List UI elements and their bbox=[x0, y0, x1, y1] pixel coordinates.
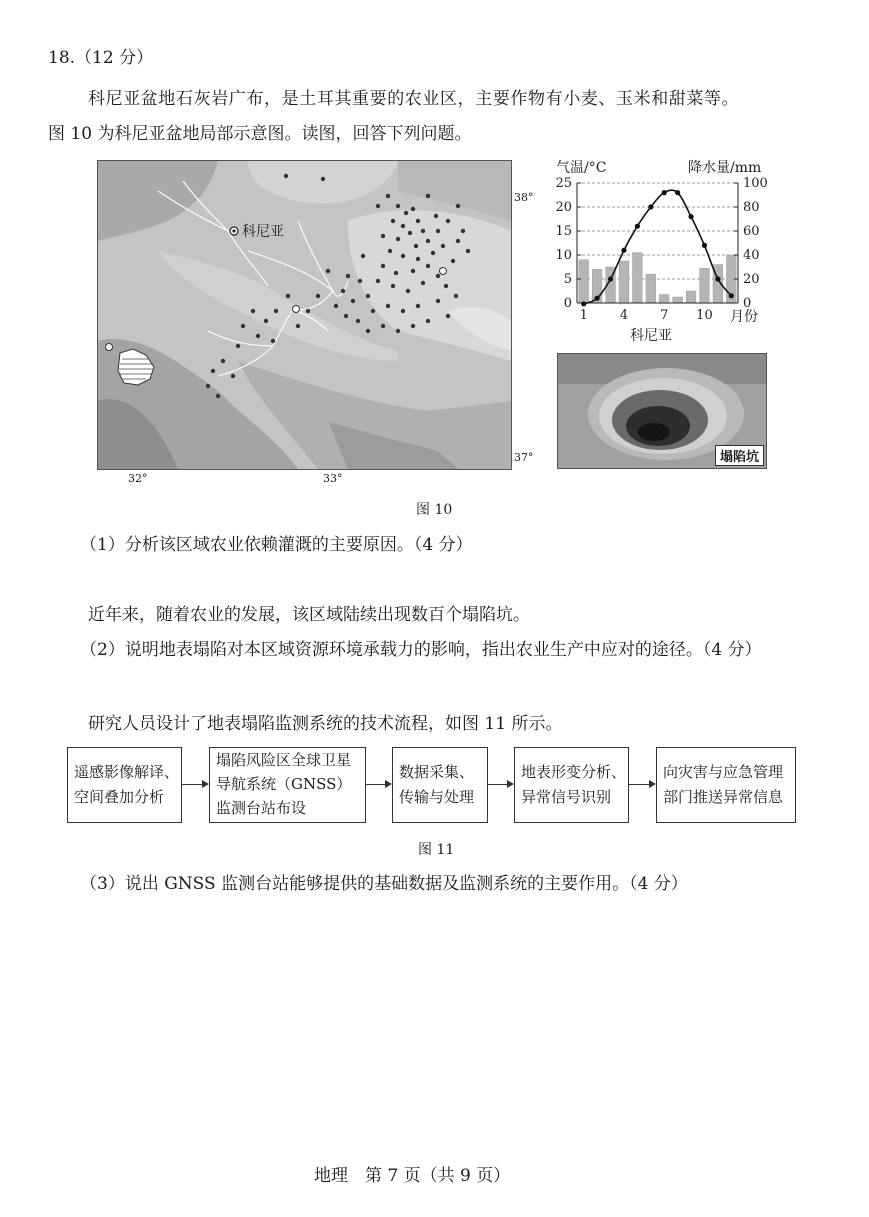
flow-step-4-line-1: 地表形变分析、 bbox=[521, 763, 627, 781]
photo-label: 塌陷坑 bbox=[715, 445, 764, 466]
x-unit-label: 月份 bbox=[730, 309, 758, 325]
flow-step-3 bbox=[392, 747, 488, 823]
temp-point-11 bbox=[715, 276, 720, 281]
y-left-tick-10: 10 bbox=[555, 248, 572, 263]
temp-point-3 bbox=[608, 276, 613, 281]
lon-32: 32° bbox=[128, 472, 148, 485]
flow-arrow-4 bbox=[629, 784, 654, 785]
temp-point-2 bbox=[595, 296, 600, 301]
y-right-tick-80: 80 bbox=[743, 200, 760, 215]
temp-point-1 bbox=[581, 301, 586, 306]
lat-38: 38° bbox=[514, 191, 534, 204]
precip-bar-7 bbox=[659, 295, 669, 303]
flow-arrow-3 bbox=[488, 784, 512, 785]
flow-step-3-line-1: 数据采集、 bbox=[399, 763, 475, 781]
y-right-label: 降水量/mm bbox=[688, 160, 762, 176]
climate-chart bbox=[550, 155, 775, 345]
y-right-tick-100: 100 bbox=[743, 176, 768, 191]
chart-title: 科尼亚 bbox=[630, 328, 672, 344]
x-tick-10: 10 bbox=[696, 308, 713, 323]
temp-point-9 bbox=[688, 214, 693, 219]
city-label: 科尼亚 bbox=[242, 224, 284, 240]
precip-bar-5 bbox=[633, 253, 643, 303]
flow-arrow-2 bbox=[366, 784, 390, 785]
y-right-tick-0: 0 bbox=[743, 296, 752, 311]
precip-bar-9 bbox=[686, 291, 696, 303]
intro-line-1: 科尼亚盆地石灰岩广布，是土耳其重要的农业区，主要作物有小麦、玉米和甜菜等。 bbox=[88, 89, 740, 109]
y-left-tick-25: 25 bbox=[555, 176, 572, 191]
flow-step-4-line-2: 异常信号识别 bbox=[521, 788, 612, 806]
x-tick-1: 1 bbox=[579, 308, 588, 323]
y-right-tick-20: 20 bbox=[743, 272, 760, 287]
flow-step-2-line-1: 塌陷风险区全球卫星 bbox=[216, 751, 352, 769]
x-tick-4: 4 bbox=[619, 308, 629, 323]
flow-step-1-line-2: 空间叠加分析 bbox=[74, 788, 165, 806]
temp-point-10 bbox=[702, 243, 707, 248]
y-right-tick-40: 40 bbox=[743, 248, 760, 263]
flow-step-3-line-2: 传输与处理 bbox=[399, 788, 475, 806]
paragraph-3: 研究人员设计了地表塌陷监测系统的技术流程，如图 11 所示。 bbox=[88, 714, 563, 734]
y-left-tick-5: 5 bbox=[563, 272, 572, 287]
precip-bar-6 bbox=[646, 274, 656, 303]
fig10-caption: 图 10 bbox=[416, 502, 453, 518]
temp-point-7 bbox=[662, 190, 667, 195]
lon-33: 33° bbox=[323, 472, 343, 485]
flow-step-2 bbox=[209, 747, 366, 823]
sinkhole-photo bbox=[557, 353, 767, 469]
precip-bar-1 bbox=[579, 260, 589, 303]
flow-step-2-line-2: 导航系统（GNSS） bbox=[216, 775, 352, 793]
precip-bar-8 bbox=[673, 297, 683, 303]
flow-step-1 bbox=[67, 747, 182, 823]
question-number: 18.（12 分） bbox=[48, 48, 154, 68]
question-2: （2）说明地表塌陷对本区域资源环境承载力的影响，指出农业生产中应对的途径。（4 分） bbox=[80, 640, 762, 660]
y-left-tick-20: 20 bbox=[555, 200, 572, 215]
lat-37: 37° bbox=[514, 451, 534, 464]
flow-step-1-line-1: 遥感影像解译、 bbox=[74, 763, 180, 781]
flow-step-4 bbox=[514, 747, 629, 823]
temp-point-6 bbox=[648, 204, 653, 209]
temp-point-5 bbox=[635, 224, 640, 229]
flow-arrow-1 bbox=[182, 784, 207, 785]
konya-basin-map bbox=[97, 160, 512, 470]
x-tick-7: 7 bbox=[660, 308, 669, 323]
terrain-svg bbox=[98, 161, 511, 469]
flow-step-5-line-1: 向灾害与应急管理 bbox=[663, 763, 784, 781]
temp-point-8 bbox=[675, 190, 680, 195]
temp-point-12 bbox=[729, 293, 734, 298]
temp-point-4 bbox=[621, 248, 626, 253]
intro-line-2: 图 10 为科尼亚盆地局部示意图。读图，回答下列问题。 bbox=[48, 124, 472, 144]
flow-step-5-line-2: 部门推送异常信息 bbox=[663, 788, 784, 806]
question-1: （1）分析该区域农业依赖灌溉的主要原因。（4 分） bbox=[80, 535, 473, 555]
y-left-tick-0: 0 bbox=[563, 296, 572, 311]
y-left-label: 气温/°C bbox=[556, 160, 607, 176]
question-3: （3）说出 GNSS 监测台站能够提供的基础数据及监测系统的主要作用。（4 分） bbox=[80, 874, 688, 894]
precip-bar-10 bbox=[700, 268, 710, 303]
flow-step-5 bbox=[656, 747, 796, 823]
fig11-caption: 图 11 bbox=[418, 842, 455, 858]
y-right-tick-60: 60 bbox=[743, 224, 760, 239]
y-left-tick-15: 15 bbox=[555, 224, 572, 239]
page-footer: 地理 第 7 页（共 9 页） bbox=[314, 1166, 511, 1186]
precip-bar-4 bbox=[619, 261, 629, 303]
paragraph-2: 近年来，随着农业的发展，该区域陆续出现数百个塌陷坑。 bbox=[88, 605, 530, 625]
flow-step-2-line-3: 监测台站布设 bbox=[216, 799, 307, 817]
